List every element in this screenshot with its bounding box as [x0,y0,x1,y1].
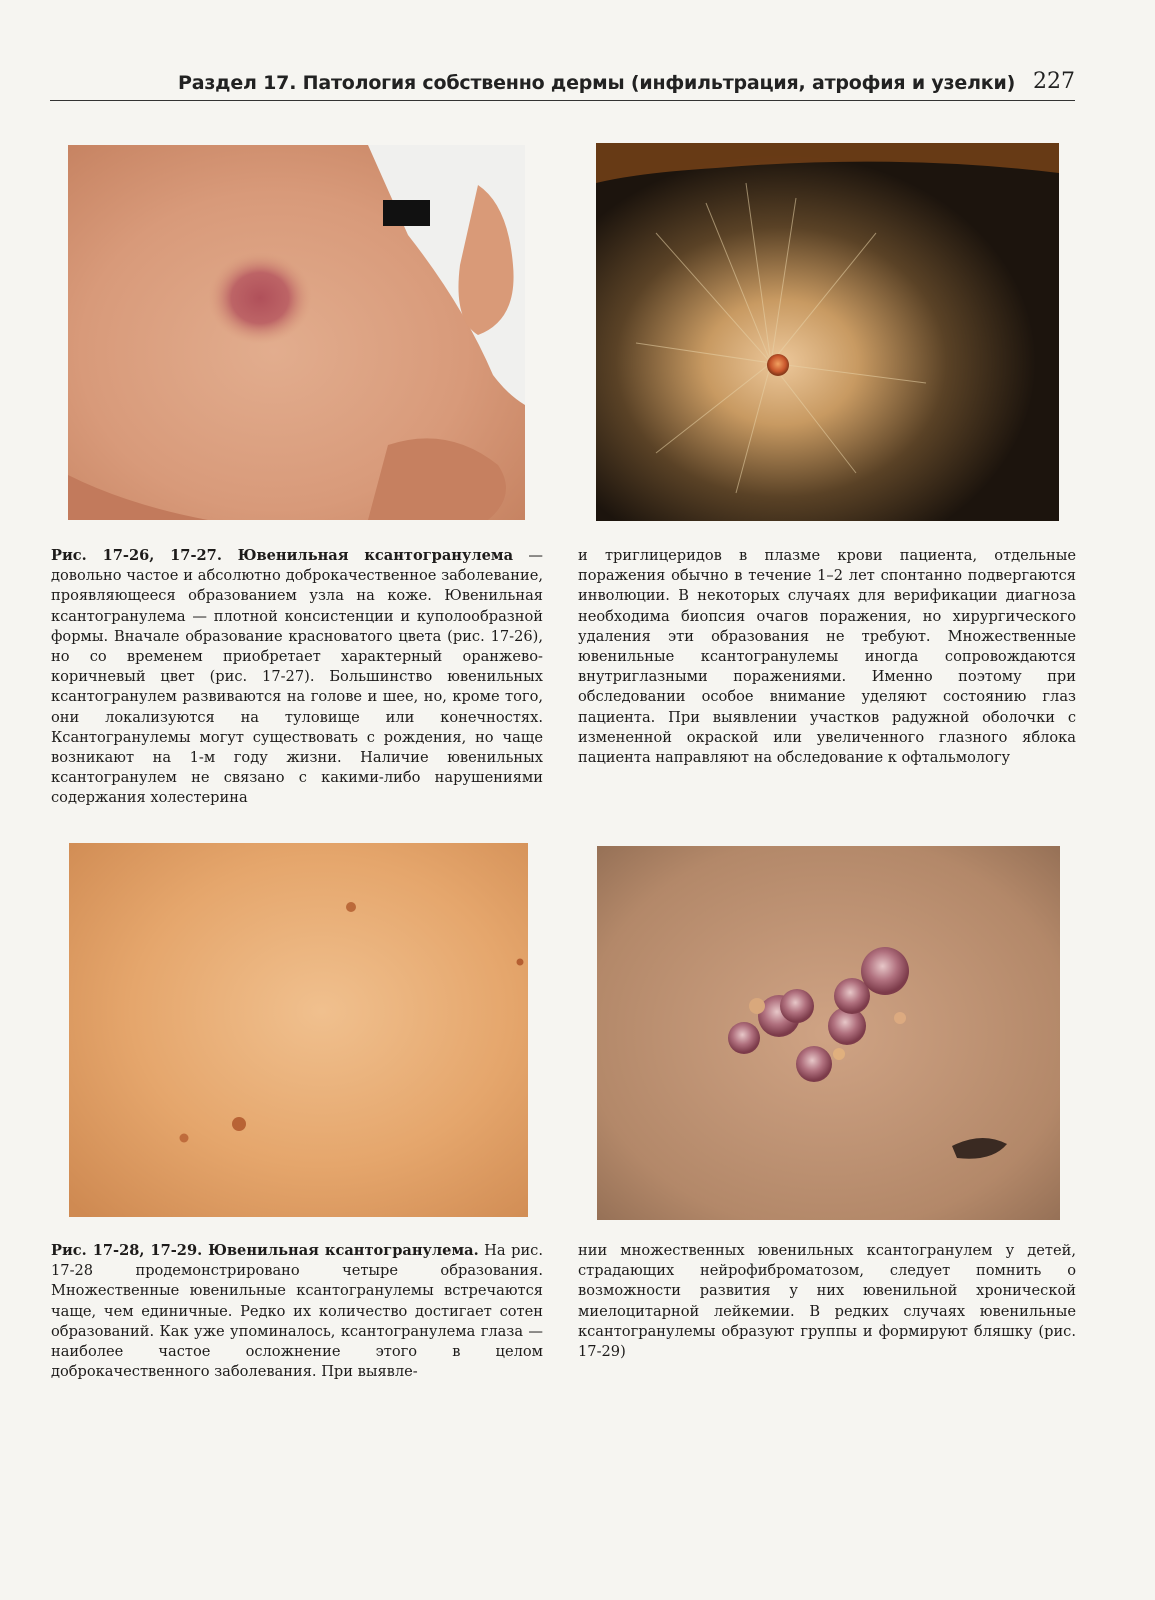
caption-figures-17-26-17-27 [51,546,543,809]
running-header [50,60,1075,101]
papule-3 [232,1117,246,1131]
section-title: Раздел 17. Патология собственно дермы (инфильтрация, атрофия и узелки) [178,72,1016,94]
papule-4 [180,1134,189,1143]
caption-label: Рис. 17-26, 17-27. Ювенильная ксантогранулема [51,547,514,564]
abdomen-plaque-photo-image [597,846,1060,1220]
caption-continued-text: и триглицеридов в плазме крови пациента, отдельные поражения обычно в течение 1–2 лет спонтанно подвергаются инволюции. В некоторых случаях для верификации диагноза необходима биопсия очагов поражения, но хирургического удаления эти образования не требуют. Множественные ювенильные ксантогранулемы иногда сопровождаются внутриглазными поражениями. Именно поэтому при обследовании особое внимание уделяют состоянию глаз пациента. При выявлении участков радужной оболочки с измененной окраской или увеличенного глазного яблока пациента направляют на обследование к офтальмологу [578,547,1076,767]
figure-17-26-photo [68,145,525,520]
figure-17-27-photo [596,143,1059,521]
figure-17-29-photo [597,846,1060,1220]
caption-body: На рис. 17-28 продемонстрировано четыре образования. Множественные ювенильные ксантогранулемы встречаются чаще, чем единичные. Редко их количество достигает сотен образований. Как уже упоминалось, ксантогранулема глаза — наиболее частое осложнение этого в целом доброкачественного заболевания. При выявле- [51,1242,543,1381]
caption-figures-17-28-17-29 [51,1241,543,1382]
papule-2 [517,959,524,966]
papule-1 [346,902,356,912]
caption-body: — довольно частое и абсолютно доброкачественное заболевание, проявляющееся образованием узла на коже. Ювенильная ксантогранулема — плотной консистенции и куполообразной формы. Вначале образование красноватого цвета (рис. 17-26), но со временем приобретает характерный оранжево-коричневый цвет (рис. 17-27). Большинство ювенильных ксантогранулем развиваются на голове и шее, но, кроме того, они локализуются на туловище или конечностях. Ксантогранулемы могут существовать с рождения, но чаще возникают на 1-м году жизни. Наличие ювенильных ксантогранулем не связано с какими-либо нарушениями содержания холестерина [51,547,543,807]
caption-label: Рис. 17-28, 17-29. Ювенильная ксантогранулема. [51,1242,479,1259]
page-number: 227 [1033,69,1075,94]
figure-17-28-photo [69,843,528,1217]
skin-papules-photo-image [69,843,528,1217]
face-photo-image [68,145,525,520]
scalp-photo-image [596,143,1059,521]
caption-continued-text: нии множественных ювенильных ксантогранулем у детей, страдающих нейрофиброматозом, следует помнить о возможности развития у них ювенильной хронической миелоцитарной лейкемии. В редких случаях ювенильные ксантогранулемы образуют группы и формируют бляшку (рис. 17-29) [578,1242,1076,1361]
